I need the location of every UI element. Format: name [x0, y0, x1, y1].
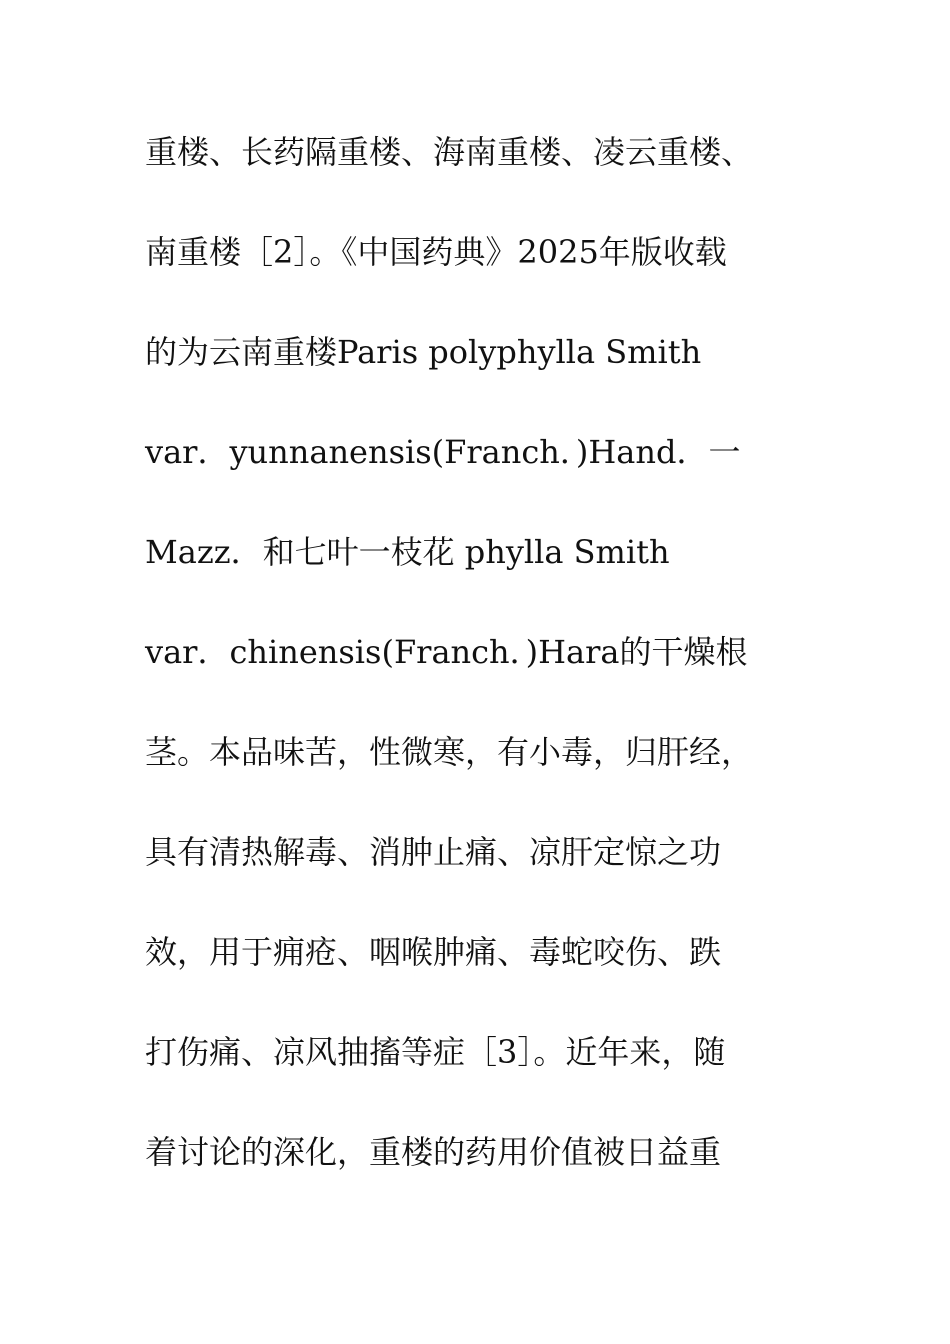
text-line: var．chinensis(Franch．)Hara的干燥根: [145, 633, 748, 671]
text-line: 着讨论的深化，重楼的药用价值被日益重: [145, 1133, 722, 1171]
text-line: 重楼、长药隔重楼、海南重楼、凌云重楼、: [145, 133, 754, 171]
text-line: 的为云南重楼Paris polyphylla Smith: [145, 333, 702, 371]
text-line: 具有清热解毒、消肿止痛、凉肝定惊之功: [145, 833, 722, 871]
text-line: 效，用于痈疮、咽喉肿痛、毒蛇咬伤、跌: [145, 933, 722, 971]
text-line: 打伤痛、凉风抽搐等症［3］。近年来，随: [145, 1033, 726, 1071]
text-line: var．yunnanensis(Franch．)Hand．一: [145, 433, 741, 471]
text-line: Mazz．和七叶一枝花 phylla Smith: [145, 533, 670, 571]
text-line: 茎。本品味苦，性微寒，有小毒，归肝经，: [145, 733, 754, 771]
text-line: 南重楼［2］。《中国药典》2025年版收载: [145, 233, 727, 271]
